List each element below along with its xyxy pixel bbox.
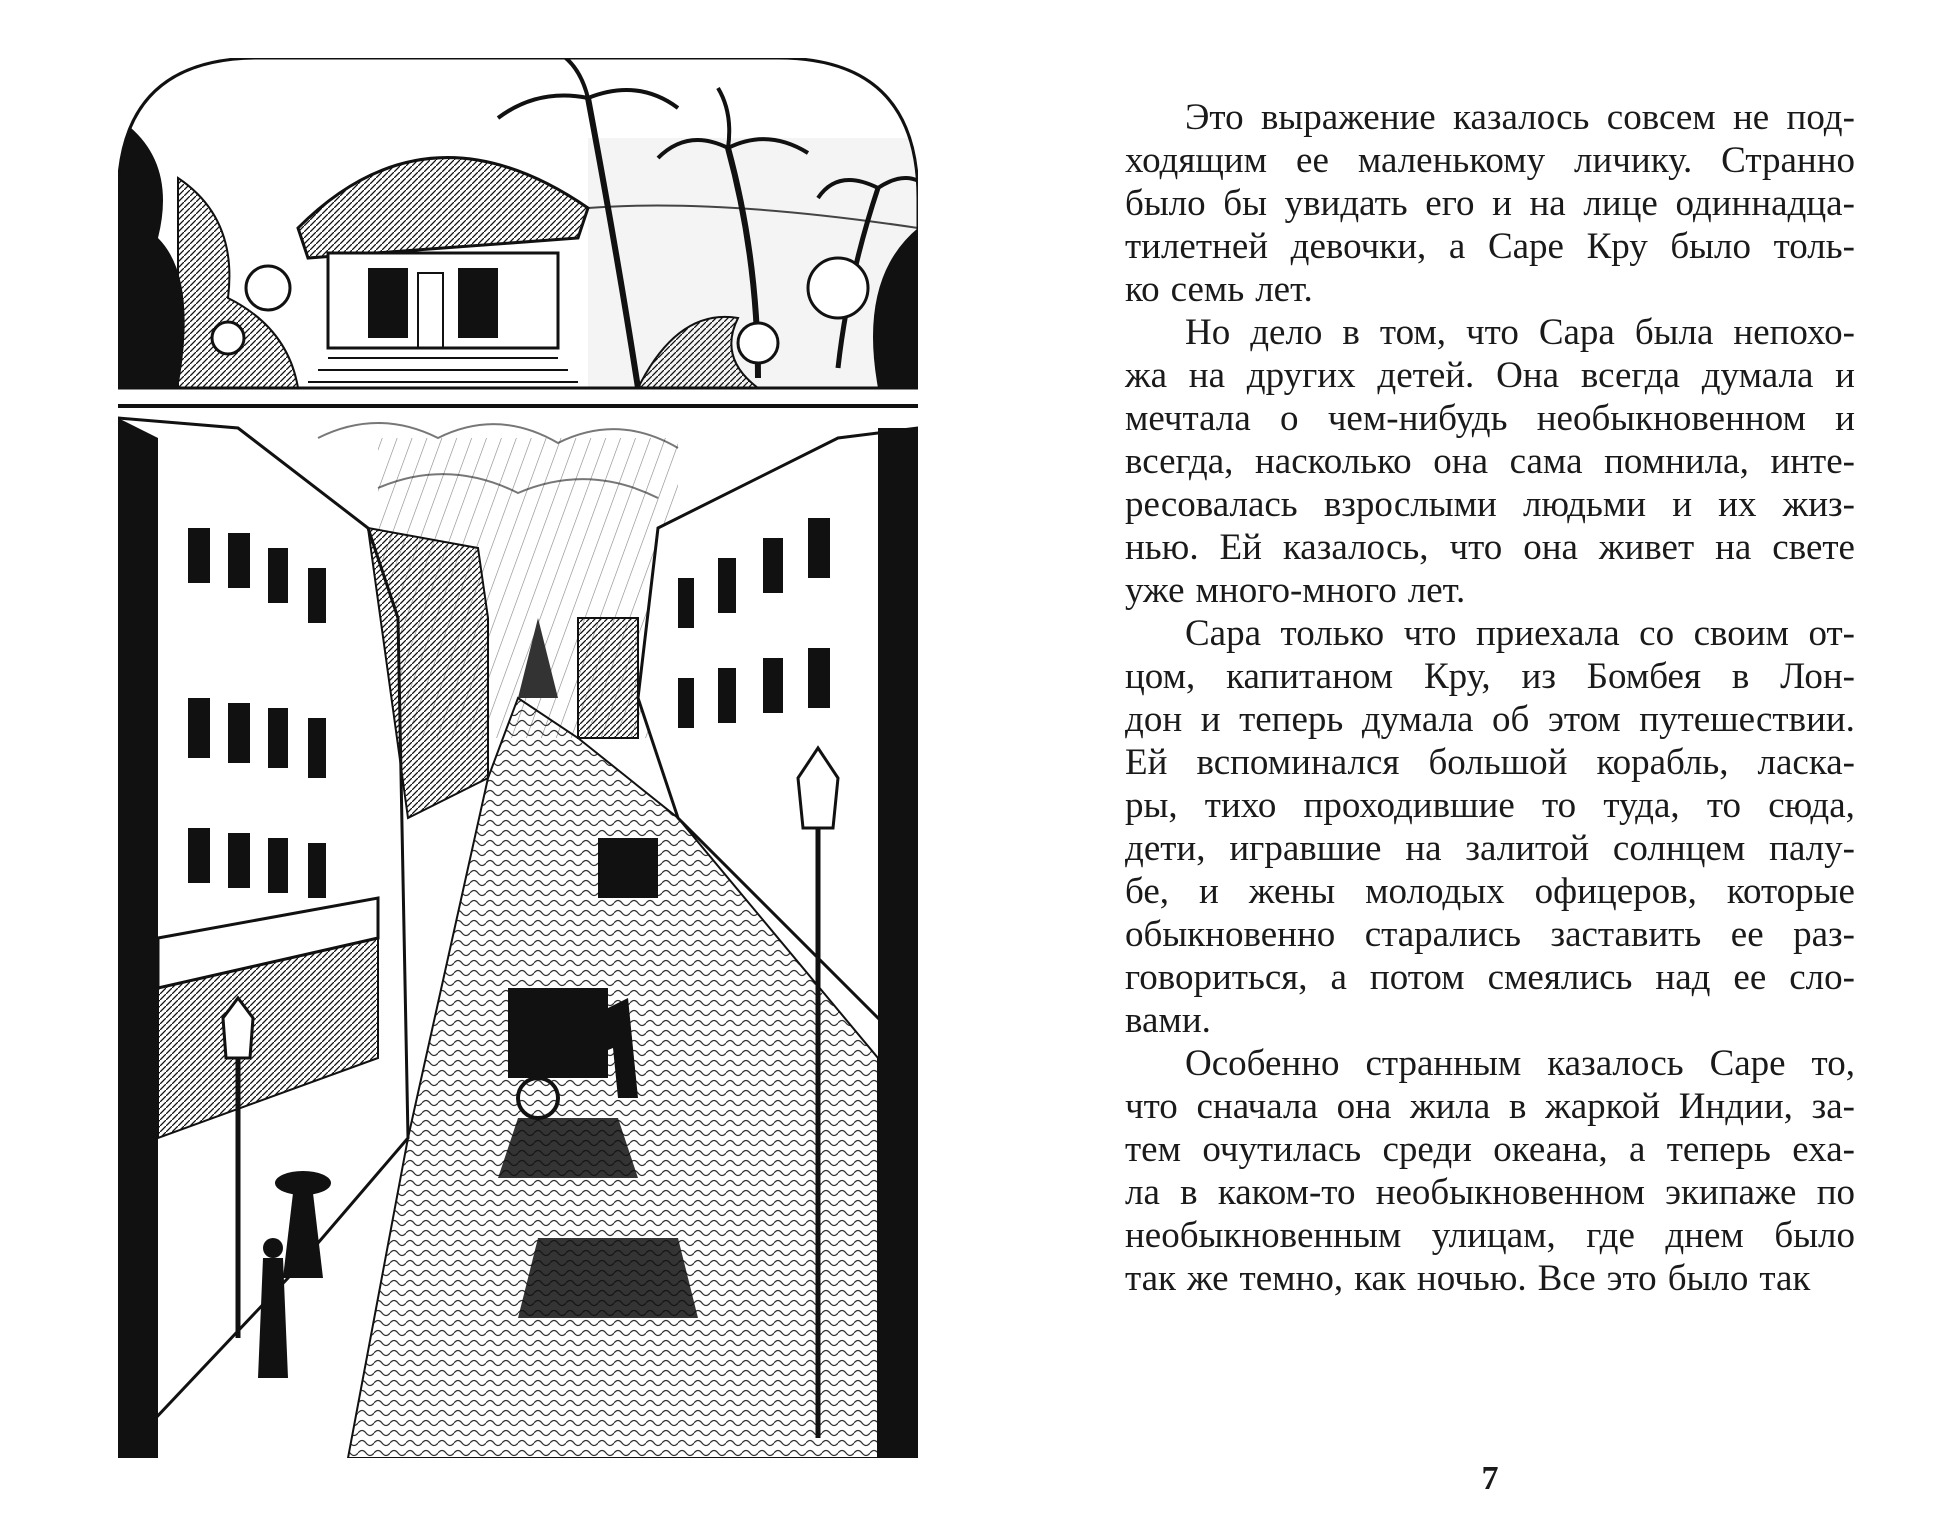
text-line: Особенно странным казалось Саре то,	[1185, 1043, 1855, 1084]
text-line: дети, игравшие на залитой солнцем палу-	[1125, 828, 1855, 869]
illustration	[118, 58, 918, 1458]
text-line: тилетней девочки, а Саре Кру было толь-	[1125, 226, 1855, 267]
text-line: вами.	[1125, 1000, 1211, 1041]
tropical-panel	[118, 58, 918, 388]
text-line: говориться, а потом смеялись над ее сло-	[1125, 957, 1855, 998]
text-line: Ей вспоминался большой корабль, ласка-	[1125, 742, 1855, 783]
text-line: ходящим ее маленькому личику. Странно	[1125, 140, 1855, 181]
paragraph	[1125, 1042, 1855, 1300]
text-line: жа на других детей. Она всегда думала и	[1125, 355, 1855, 396]
paragraph	[1125, 311, 1855, 612]
text-line: что сначала она жила в жаркой Индии, за-	[1125, 1086, 1855, 1127]
text-line: Но дело в том, что Сара была непохо-	[1185, 312, 1855, 353]
text-line: ры, тихо проходившие то туда, то сюда,	[1125, 785, 1855, 826]
text-line: обыкновенно старались заставить ее раз-	[1125, 914, 1855, 955]
text-line: ко семь лет.	[1125, 269, 1313, 310]
page-number: 7	[1481, 1460, 1499, 1497]
text-line: Сара только что приехала со своим от-	[1185, 613, 1855, 654]
paragraph	[1125, 96, 1855, 311]
text-line: так же темно, как ночью. Все это было так	[1125, 1258, 1811, 1299]
text-line: было бы увидать его и на лице одиннадца-	[1125, 183, 1855, 224]
text-line: дон и теперь думала об этом путешествии.	[1125, 699, 1855, 740]
text-line: мечтала о чем-нибудь необыкновенном и	[1125, 398, 1855, 439]
text-line: цом, капитаном Кру, из Бомбея в Лон-	[1125, 656, 1855, 697]
text-line: необыкновенным улицам, где днем было	[1125, 1215, 1855, 1256]
text-line: нью. Ей казалось, что она живет на свете	[1125, 527, 1855, 568]
text-line: бе, и жены молодых офицеров, которые	[1125, 871, 1855, 912]
text-line: ла в каком-то необыкновенном экипаже по	[1125, 1172, 1855, 1213]
text-line: ресовалась взрослыми людьми и их жиз-	[1125, 484, 1855, 525]
text-line: тем очутилась среди океана, а теперь еха-	[1125, 1129, 1855, 1170]
paragraph	[1125, 612, 1855, 1042]
body-text	[1125, 96, 1855, 1300]
text-line: уже много-много лет.	[1125, 570, 1466, 611]
text-line: Это выражение казалось совсем не под-	[1185, 97, 1855, 138]
text-line: всегда, насколько она сама помнила, инте-	[1125, 441, 1855, 482]
street-panel	[118, 406, 918, 1458]
